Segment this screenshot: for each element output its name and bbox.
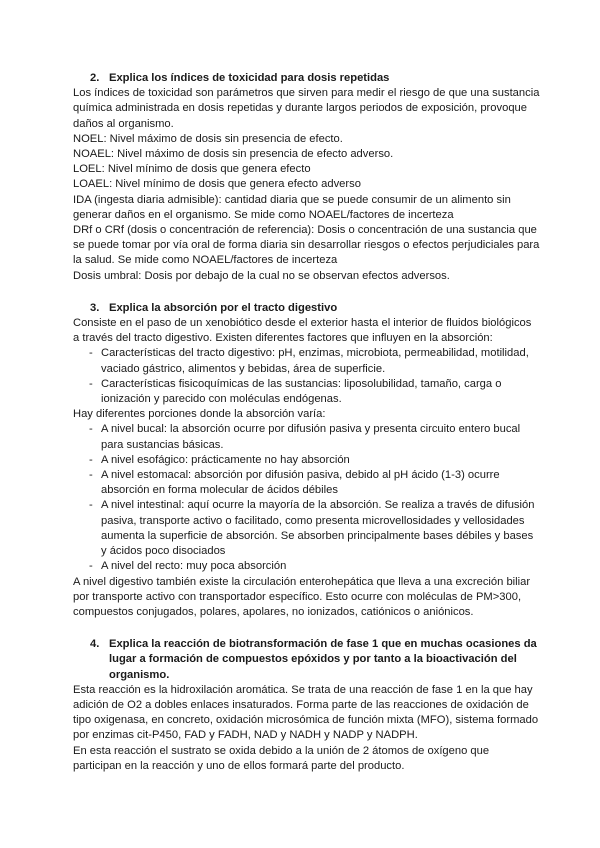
paragraph: DRf o CRf (dosis o concentración de referencia): Dosis o concentración de una sustancia que se puede tomar por vía oral de forma diaria sin desarrollar riesgos o efectos perjudiciales para la salud. Se mide como NOAEL/factores de incerteza	[73, 224, 540, 267]
section-heading	[73, 301, 540, 316]
paragraph: LOEL: Nivel mínimo de dosis que genera efecto	[73, 163, 311, 176]
list-item-text: Características fisicoquímicas de las sustancias: liposolubilidad, tamaño, carga o ionización y parecido con moléculas endógenas.	[101, 377, 502, 406]
dash-bullet: -	[89, 347, 93, 360]
section-2	[73, 71, 540, 284]
paragraph: Esta reacción es la hidroxilación aromática. Se trata de una reacción de fase 1 en la que hay adición de O2 a dobles enlaces insaturados. Forma parte de las reacciones de oxidación de tipo oxigenasa, en concreto, oxidación microsómica de función mixta (MFO), sistema formado por enzimas cit-P450, FAD y FADH, NAD y NADH y NADP y NADPH.	[73, 683, 539, 742]
dash-bullet: -	[89, 469, 93, 482]
portions-list	[73, 422, 540, 574]
paragraph: IDA (ingesta diaria admisible): cantidad diaria que se puede consumir de un alimento sin generar daños en el organismo. Se mide como NOAEL/factores de incerteza	[73, 193, 511, 221]
section-3	[73, 301, 540, 620]
paragraph: LOAEL: Nivel mínimo de dosis que genera efecto adverso	[73, 178, 361, 191]
paragraph: Consiste en el paso de un xenobiótico desde el exterior hasta el interior de fluidos biológicos a través del tracto digestivo. Existen diferentes factores que influyen en la absorción:	[73, 317, 532, 345]
section-4	[73, 637, 540, 774]
section-number: 4.	[90, 638, 100, 651]
section-number: 3.	[90, 301, 100, 314]
factors-list	[73, 346, 540, 407]
section-heading	[73, 71, 540, 86]
list-item	[73, 498, 540, 559]
list-item-text: A nivel del recto: muy poca absorción	[101, 560, 287, 573]
paragraph: NOEL: Nivel máximo de dosis sin presencia de efecto.	[73, 132, 343, 145]
list-item-text: A nivel intestinal: aquí ocurre la mayoría de la absorción. Se realiza a través de difusión pasiva, transporte activo o facilitado, como presenta microvellosidades y vellosidades aumenta la superficie de absorción. Se absorben principalmente bases débiles y bases y ácidos poco disociados	[101, 499, 535, 558]
list-item	[73, 422, 540, 452]
section-title: Explica los índices de toxicidad para dosis repetidas	[109, 72, 390, 84]
paragraph: Dosis umbral: Dosis por debajo de la cual no se observan efectos adversos.	[73, 269, 450, 282]
list-item	[73, 377, 540, 407]
list-item	[73, 468, 540, 498]
dash-bullet: -	[89, 423, 93, 436]
paragraph: Hay diferentes porciones donde la absorción varía:	[73, 408, 326, 421]
dash-bullet: -	[89, 499, 93, 512]
list-item	[73, 453, 540, 468]
dash-bullet: -	[89, 377, 93, 390]
paragraph: En esta reacción el sustrato se oxida debido a la unión de 2 átomos de oxígeno que participan en la reacción y uno de ellos formará parte del producto.	[73, 744, 490, 772]
dash-bullet: -	[89, 453, 93, 466]
list-item	[73, 346, 540, 376]
list-item	[73, 559, 540, 574]
paragraph: Los índices de toxicidad son parámetros que sirven para medir el riesgo de que una sustancia química administrada en dosis repetidas y durante largos periodos de exposición, provoque daños al organismo.	[73, 87, 540, 130]
list-item-text: A nivel bucal: la absorción ocurre por difusión pasiva y presenta circuito entero bucal para sustancias básicas.	[101, 423, 521, 451]
section-heading	[73, 637, 540, 683]
list-item-text: A nivel esofágico: prácticamente no hay absorción	[101, 453, 350, 466]
section-number: 2.	[90, 72, 100, 84]
section-title: Explica la absorción por el tracto digestivo	[109, 301, 338, 314]
section-title: Explica la reacción de biotransformación de fase 1 que en muchas ocasiones da lugar a formación de compuestos epóxidos y por tanto a la bioactivación del organismo.	[109, 638, 537, 681]
paragraph: NOAEL: Nivel máximo de dosis sin presencia de efecto adverso.	[73, 148, 394, 161]
dash-bullet: -	[89, 560, 93, 573]
paragraph: A nivel digestivo también existe la circulación enterohepática que lleva a una excreción biliar por transporte activo con transportador específico. Esto ocurre con moléculas de PM>300, compuestos conjugados, polares, apolares, no ionizados, catiónicos o aniónicos.	[73, 575, 531, 618]
list-item-text: Características del tracto digestivo: pH, enzimas, microbiota, permeabilidad, motilidad, vaciado gástrico, alimentos y bebidas, área de superficie.	[101, 347, 529, 375]
list-item-text: A nivel estomacal: absorción por difusión pasiva, debido al pH ácido (1-3) ocurre absorción en forma molecular de ácidos débiles	[101, 469, 500, 497]
